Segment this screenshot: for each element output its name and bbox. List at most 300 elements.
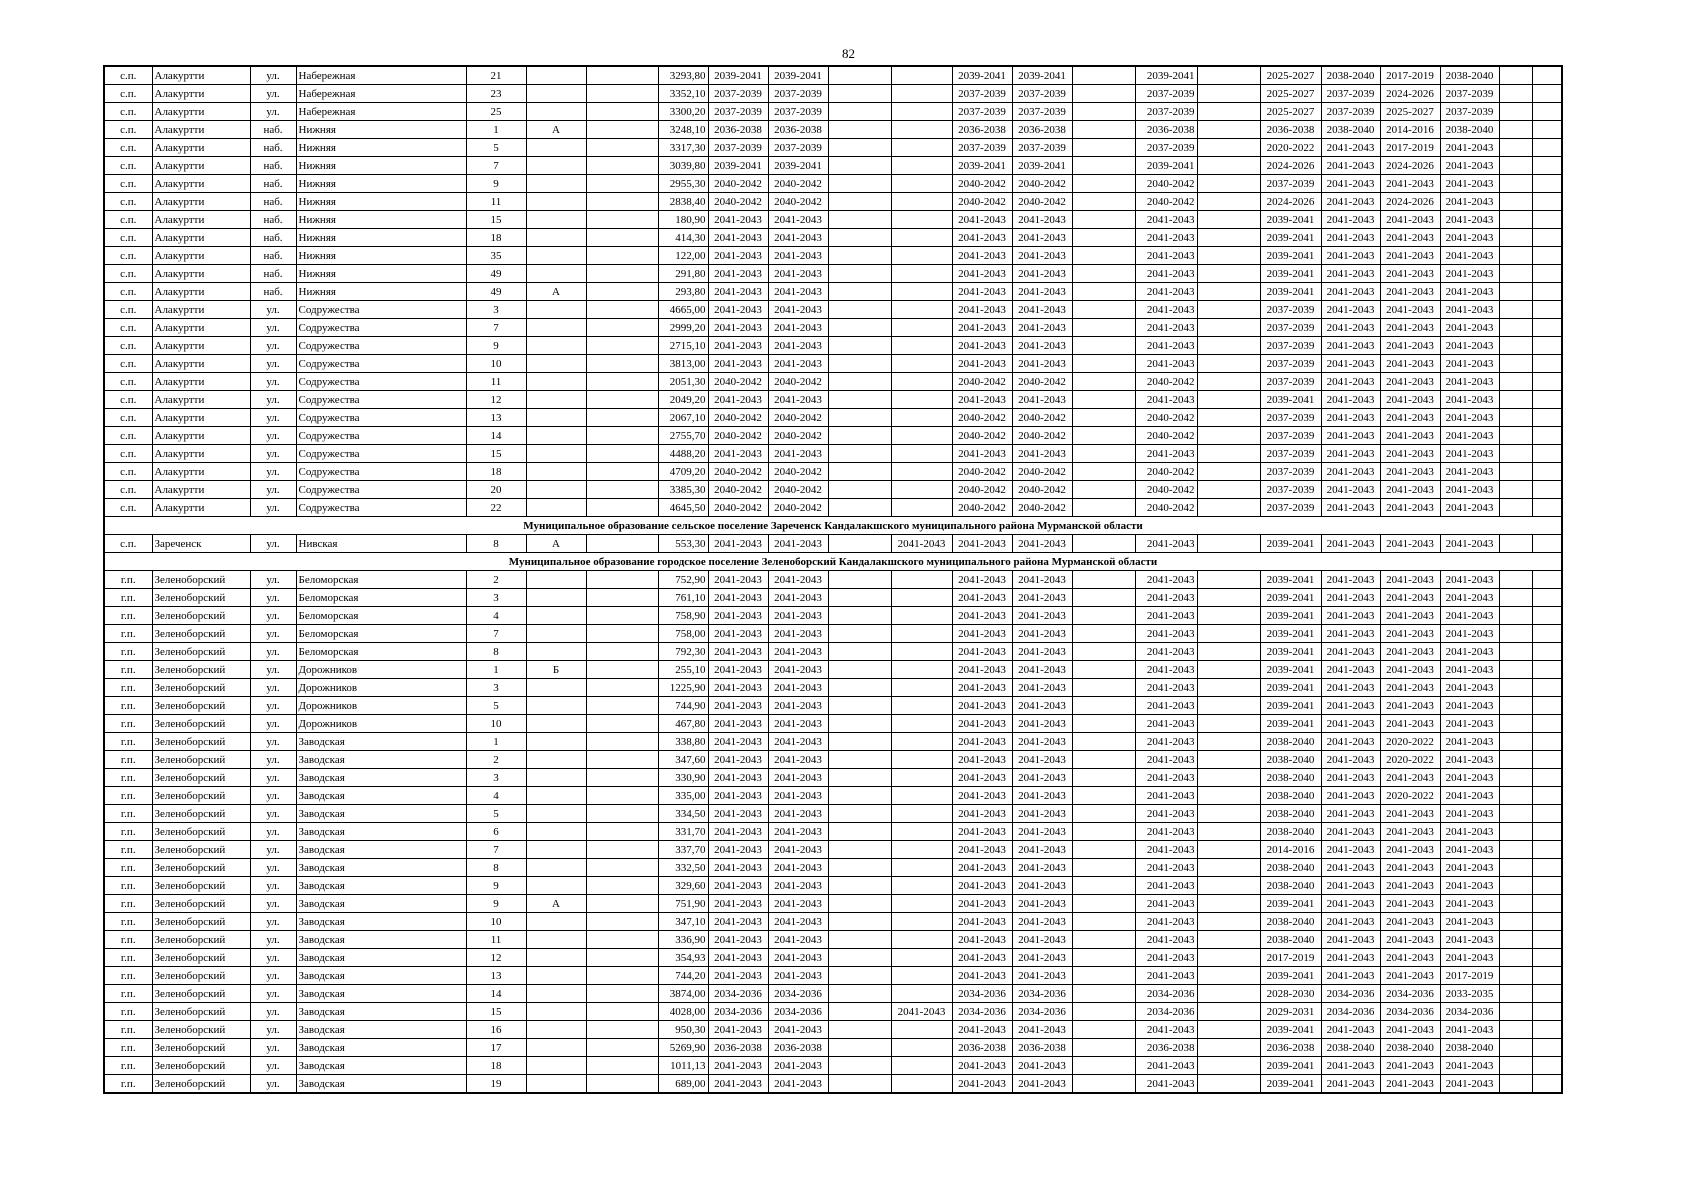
table-cell: 2041-2043 (1380, 481, 1440, 499)
table-cell: Зеленоборский (152, 787, 250, 805)
table-cell: с.п. (104, 175, 152, 193)
table-cell: 2041-2043 (1135, 607, 1197, 625)
table-cell: 2041-2043 (1440, 733, 1499, 751)
table-cell: 2041-2043 (1012, 355, 1072, 373)
page-number: 82 (842, 46, 855, 61)
table-cell (1499, 499, 1532, 517)
table-cell: 4028,00 (658, 1003, 708, 1021)
table-cell (1499, 337, 1532, 355)
table-cell: 2036-2038 (768, 121, 828, 139)
table-cell (1499, 877, 1532, 895)
table-cell (1532, 157, 1562, 175)
table-cell: 2041-2043 (708, 841, 768, 859)
table-cell (1072, 157, 1135, 175)
table-cell: г.п. (104, 607, 152, 625)
table-cell: 2041-2043 (952, 715, 1012, 733)
table-cell: 2041-2043 (1321, 589, 1380, 607)
table-cell (586, 193, 658, 211)
table-cell: с.п. (104, 301, 152, 319)
table-cell: 4 (466, 607, 526, 625)
table-cell: Алакуртти (152, 373, 250, 391)
table-cell (1532, 589, 1562, 607)
table-cell: 2037-2039 (1135, 103, 1197, 121)
table-cell: ул. (250, 427, 296, 445)
table-cell: 2039-2041 (1260, 679, 1321, 697)
table-cell (1072, 499, 1135, 517)
table-cell: 2039-2041 (1012, 157, 1072, 175)
table-cell (1499, 85, 1532, 103)
table-cell (586, 607, 658, 625)
table-cell: 2041-2043 (1440, 1075, 1499, 1094)
table-cell: ул. (250, 571, 296, 589)
table-cell: 2041-2043 (1440, 301, 1499, 319)
table-cell: Алакуртти (152, 463, 250, 481)
table-cell (1072, 823, 1135, 841)
table-cell: 2039-2041 (1260, 643, 1321, 661)
table-cell: 2028-2030 (1260, 985, 1321, 1003)
table-cell: 2041-2043 (1012, 283, 1072, 301)
table-cell (1532, 427, 1562, 445)
table-cell (1532, 841, 1562, 859)
table-cell: г.п. (104, 679, 152, 697)
table-cell: 2041-2043 (1380, 1021, 1440, 1039)
table-cell: 14 (466, 985, 526, 1003)
table-cell: 2041-2043 (1440, 895, 1499, 913)
table-cell: 2041-2043 (708, 391, 768, 409)
table-cell (1197, 427, 1260, 445)
table-cell: 2041-2043 (1135, 733, 1197, 751)
table-cell: Заводская (296, 949, 466, 967)
table-cell (1499, 1021, 1532, 1039)
table-cell: 2041-2043 (768, 1021, 828, 1039)
table-cell: 758,90 (658, 607, 708, 625)
table-cell (828, 931, 891, 949)
table-cell: 2038-2040 (1260, 913, 1321, 931)
table-cell (828, 1039, 891, 1057)
table-cell (1072, 229, 1135, 247)
table-cell (586, 931, 658, 949)
table-cell: 49 (466, 283, 526, 301)
table-cell: 2040-2042 (708, 193, 768, 211)
table-cell (828, 967, 891, 985)
table-cell (828, 643, 891, 661)
table-cell (526, 913, 586, 931)
table-cell: 2041-2043 (1012, 877, 1072, 895)
table-cell: г.п. (104, 985, 152, 1003)
table-cell: 2041-2043 (1321, 571, 1380, 589)
table-cell (891, 679, 952, 697)
table-cell: 2041-2043 (708, 949, 768, 967)
table-cell: 2041-2043 (1380, 625, 1440, 643)
table-cell: 2041-2043 (952, 643, 1012, 661)
table-cell: 2041-2043 (1321, 211, 1380, 229)
table-cell: с.п. (104, 103, 152, 121)
table-cell (526, 859, 586, 877)
table-cell (891, 913, 952, 931)
table-row (104, 157, 1562, 175)
table-cell (1072, 679, 1135, 697)
table-cell (1499, 1075, 1532, 1094)
table-cell (1197, 661, 1260, 679)
table-cell (891, 409, 952, 427)
table-cell: 2041-2043 (1135, 283, 1197, 301)
table-cell: 2041-2043 (708, 823, 768, 841)
table-cell: 792,30 (658, 643, 708, 661)
table-cell (526, 445, 586, 463)
table-cell: 2024-2026 (1380, 85, 1440, 103)
table-cell: ул. (250, 409, 296, 427)
table-cell: с.п. (104, 499, 152, 517)
table-cell: 2034-2036 (952, 985, 1012, 1003)
table-cell: 2041-2043 (768, 319, 828, 337)
table-cell: Зеленоборский (152, 643, 250, 661)
table-cell: 2041-2043 (952, 1021, 1012, 1039)
table-cell: 2040-2042 (1135, 499, 1197, 517)
table-cell: 2034-2036 (768, 1003, 828, 1021)
table-cell (1072, 643, 1135, 661)
table-cell: Нижняя (296, 175, 466, 193)
table-cell: Алакуртти (152, 175, 250, 193)
table-cell: наб. (250, 229, 296, 247)
table-cell (1072, 409, 1135, 427)
table-cell (1072, 607, 1135, 625)
table-cell (1072, 1021, 1135, 1039)
table-cell (1499, 103, 1532, 121)
table-cell: 2041-2043 (1380, 661, 1440, 679)
table-cell: 2041-2043 (1135, 751, 1197, 769)
table-cell (891, 481, 952, 499)
table-cell (526, 931, 586, 949)
table-cell: 2036-2038 (1012, 1039, 1072, 1057)
table-cell: 2038-2040 (1440, 121, 1499, 139)
table-cell: 2041-2043 (768, 283, 828, 301)
table-cell: 2041-2043 (952, 571, 1012, 589)
table-cell (1072, 211, 1135, 229)
table-cell: ул. (250, 787, 296, 805)
table-cell (1532, 1075, 1562, 1094)
table-cell: Дорожников (296, 715, 466, 733)
table-cell (891, 265, 952, 283)
table-cell: 2041-2043 (768, 1075, 828, 1094)
table-cell: 293,80 (658, 283, 708, 301)
table-cell: 2041-2043 (1380, 283, 1440, 301)
table-cell: 255,10 (658, 661, 708, 679)
table-row (104, 949, 1562, 967)
table-cell: 2041-2043 (1440, 913, 1499, 931)
table-cell: 2034-2036 (1135, 985, 1197, 1003)
table-cell: 2041-2043 (1440, 643, 1499, 661)
table-cell: 2041-2043 (1440, 661, 1499, 679)
table-cell (891, 355, 952, 373)
table-cell (586, 247, 658, 265)
table-cell: 2041-2043 (1440, 607, 1499, 625)
table-cell: 2040-2042 (1135, 373, 1197, 391)
table-cell (1532, 66, 1562, 85)
table-cell: 2039-2041 (1260, 265, 1321, 283)
table-cell: 2041-2043 (1321, 913, 1380, 931)
table-cell (526, 967, 586, 985)
table-cell: 2041-2043 (1135, 247, 1197, 265)
table-cell: 3352,10 (658, 85, 708, 103)
table-cell (526, 247, 586, 265)
table-cell: 2041-2043 (1440, 679, 1499, 697)
table-cell: г.п. (104, 967, 152, 985)
table-cell (1499, 373, 1532, 391)
table-cell: 2037-2039 (1260, 427, 1321, 445)
table-cell: 2040-2042 (1012, 499, 1072, 517)
table-cell: 2041-2043 (952, 535, 1012, 553)
table-cell: 2041-2043 (708, 733, 768, 751)
table-cell: 2040-2042 (768, 175, 828, 193)
table-cell (891, 985, 952, 1003)
table-cell (828, 607, 891, 625)
table-cell: 2034-2036 (1321, 1003, 1380, 1021)
table-cell: с.п. (104, 427, 152, 445)
table-cell (586, 715, 658, 733)
table-cell: 2041-2043 (1440, 139, 1499, 157)
table-cell (828, 697, 891, 715)
table-cell: 2037-2039 (1260, 481, 1321, 499)
table-cell: 3813,00 (658, 355, 708, 373)
table-cell: 2040-2042 (952, 175, 1012, 193)
table-cell (891, 643, 952, 661)
table-cell: наб. (250, 121, 296, 139)
table-cell: Дорожников (296, 661, 466, 679)
table-cell (526, 679, 586, 697)
table-cell: Заводская (296, 985, 466, 1003)
table-cell: 2039-2041 (952, 66, 1012, 85)
table-cell: 336,90 (658, 931, 708, 949)
table-cell: 2041-2043 (708, 445, 768, 463)
table-cell: 2041-2043 (1012, 895, 1072, 913)
table-cell: Алакуртти (152, 121, 250, 139)
table-cell (1197, 1075, 1260, 1094)
table-cell (891, 229, 952, 247)
table-cell (828, 985, 891, 1003)
table-cell: 2038-2040 (1260, 787, 1321, 805)
table-cell: 10 (466, 355, 526, 373)
table-cell: 2041-2043 (952, 607, 1012, 625)
table-row (104, 733, 1562, 751)
table-cell (526, 481, 586, 499)
table-cell: 467,80 (658, 715, 708, 733)
table-cell (1499, 229, 1532, 247)
table-cell: 2041-2043 (952, 949, 1012, 967)
table-cell: 2041-2043 (1012, 1057, 1072, 1075)
table-cell: 2041-2043 (768, 949, 828, 967)
table-cell: 2041-2043 (708, 571, 768, 589)
table-cell: 2041-2043 (952, 337, 1012, 355)
table-cell (891, 85, 952, 103)
table-cell (586, 571, 658, 589)
table-cell: 2041-2043 (1321, 967, 1380, 985)
table-cell (586, 301, 658, 319)
table-cell: г.п. (104, 841, 152, 859)
table-row (104, 751, 1562, 769)
table-cell: с.п. (104, 319, 152, 337)
table-cell (1197, 805, 1260, 823)
table-cell: Зеленоборский (152, 877, 250, 895)
table-cell: 8 (466, 535, 526, 553)
table-cell (1532, 733, 1562, 751)
table-cell: с.п. (104, 337, 152, 355)
table-cell: г.п. (104, 787, 152, 805)
table-cell: 2041-2043 (768, 391, 828, 409)
table-cell: 2024-2026 (1380, 157, 1440, 175)
table-cell (828, 877, 891, 895)
table-cell: 2041-2043 (708, 931, 768, 949)
table-cell (828, 679, 891, 697)
table-cell: 2041-2043 (1380, 841, 1440, 859)
table-row (104, 337, 1562, 355)
table-cell (526, 769, 586, 787)
table-cell: г.п. (104, 571, 152, 589)
table-cell: ул. (250, 733, 296, 751)
table-cell (1072, 1075, 1135, 1094)
table-cell: 2041-2043 (1440, 823, 1499, 841)
table-cell: Алакуртти (152, 391, 250, 409)
table-cell (1532, 175, 1562, 193)
table-cell: 2039-2041 (1260, 661, 1321, 679)
table-cell (1532, 463, 1562, 481)
table-cell: 2041-2043 (708, 787, 768, 805)
table-cell: 2041-2043 (1440, 1057, 1499, 1075)
table-cell: 2025-2027 (1260, 85, 1321, 103)
table-cell (526, 625, 586, 643)
table-cell (828, 949, 891, 967)
table-cell: с.п. (104, 247, 152, 265)
table-cell (1499, 66, 1532, 85)
table-cell: 2755,70 (658, 427, 708, 445)
table-cell: 2041-2043 (1380, 229, 1440, 247)
table-cell: 329,60 (658, 877, 708, 895)
table-cell: 2034-2036 (1380, 1003, 1440, 1021)
table-cell: 2041-2043 (952, 895, 1012, 913)
table-cell (1532, 139, 1562, 157)
table-cell: 2039-2041 (708, 157, 768, 175)
table-cell: 2041-2043 (1321, 499, 1380, 517)
table-cell: 3 (466, 769, 526, 787)
table-cell (526, 499, 586, 517)
table-cell: 22 (466, 499, 526, 517)
table-cell (586, 445, 658, 463)
table-cell (1532, 823, 1562, 841)
table-cell: 3300,20 (658, 103, 708, 121)
table-cell: 2041-2043 (1012, 607, 1072, 625)
table-cell: 16 (466, 1021, 526, 1039)
table-cell: ул. (250, 679, 296, 697)
table-cell: наб. (250, 157, 296, 175)
table-cell (1532, 697, 1562, 715)
table-cell: 2041-2043 (1012, 949, 1072, 967)
table-cell: 2041-2043 (952, 769, 1012, 787)
table-cell: Зеленоборский (152, 1039, 250, 1057)
table-cell: 330,90 (658, 769, 708, 787)
table-cell: 7 (466, 319, 526, 337)
table-row (104, 1039, 1562, 1057)
table-cell: 21 (466, 66, 526, 85)
table-cell: 2037-2039 (1260, 445, 1321, 463)
table-cell: 2041-2043 (891, 1003, 952, 1021)
table-cell: 2041-2043 (1135, 643, 1197, 661)
table-cell (1532, 391, 1562, 409)
table-cell (526, 1039, 586, 1057)
table-cell: 2039-2041 (1260, 283, 1321, 301)
table-cell: 2041-2043 (1012, 337, 1072, 355)
table-cell (586, 1021, 658, 1039)
table-cell (1499, 535, 1532, 553)
table-cell: Заводская (296, 931, 466, 949)
table-cell (1197, 319, 1260, 337)
table-cell: 2041-2043 (1135, 679, 1197, 697)
table-cell (1499, 571, 1532, 589)
table-cell: Нижняя (296, 121, 466, 139)
table-cell: 2041-2043 (952, 823, 1012, 841)
table-cell: 2041-2043 (1135, 715, 1197, 733)
table-cell: 15 (466, 445, 526, 463)
table-cell: 2038-2040 (1260, 859, 1321, 877)
table-cell: 2041-2043 (708, 805, 768, 823)
table-cell: 2041-2043 (1135, 571, 1197, 589)
table-cell (891, 607, 952, 625)
table-cell (1532, 193, 1562, 211)
table-cell: 2041-2043 (1135, 535, 1197, 553)
table-cell: 2041-2043 (1135, 1075, 1197, 1094)
table-cell (526, 175, 586, 193)
table-cell: 2037-2039 (1260, 301, 1321, 319)
table-cell (1197, 715, 1260, 733)
table-cell: 2041-2043 (952, 859, 1012, 877)
table-cell (828, 589, 891, 607)
table-cell (1499, 121, 1532, 139)
table-cell: 2025-2027 (1260, 103, 1321, 121)
table-cell: 2039-2041 (1012, 66, 1072, 85)
table-cell: 2036-2038 (952, 1039, 1012, 1057)
table-cell (1499, 931, 1532, 949)
table-cell: 334,50 (658, 805, 708, 823)
table-cell: 2041-2043 (1321, 607, 1380, 625)
table-cell: 2041-2043 (1135, 841, 1197, 859)
table-cell: 2041-2043 (1380, 319, 1440, 337)
table-cell: 2041-2043 (1135, 895, 1197, 913)
table-cell (1499, 589, 1532, 607)
table-cell: 2041-2043 (1012, 445, 1072, 463)
table-cell: 2040-2042 (768, 409, 828, 427)
table-cell: наб. (250, 211, 296, 229)
table-cell (1072, 625, 1135, 643)
table-cell (828, 499, 891, 517)
table-cell: 2041-2043 (952, 931, 1012, 949)
table-cell: 2041-2043 (1380, 967, 1440, 985)
table-cell: 2041-2043 (952, 229, 1012, 247)
table-cell: 744,20 (658, 967, 708, 985)
table-cell: г.п. (104, 913, 152, 931)
table-cell: 2041-2043 (708, 1075, 768, 1094)
table-cell: 2715,10 (658, 337, 708, 355)
table-cell (586, 967, 658, 985)
table-cell: 2037-2039 (708, 103, 768, 121)
table-cell: ул. (250, 1021, 296, 1039)
table-cell: 2041-2043 (952, 787, 1012, 805)
table-cell (586, 877, 658, 895)
table-cell (1532, 85, 1562, 103)
table-cell: 2038-2040 (1440, 1039, 1499, 1057)
table-cell: 2036-2038 (1135, 121, 1197, 139)
table-cell: ул. (250, 535, 296, 553)
table-cell: 11 (466, 373, 526, 391)
table-cell: 2039-2041 (952, 157, 1012, 175)
table-cell: 2036-2038 (1135, 1039, 1197, 1057)
